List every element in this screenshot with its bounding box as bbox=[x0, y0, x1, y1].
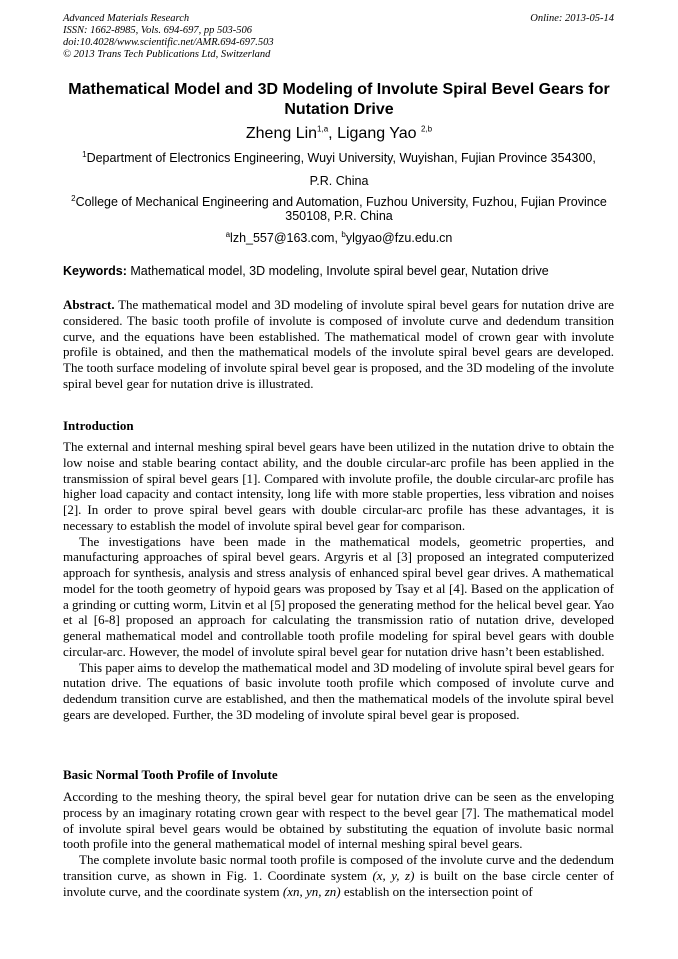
paragraph: The external and internal meshing spiral bevel gears have been utilized in the nutation drive to obtain the low noise and stable bearing contact ability, and the double circular-arc profile has been applied in the transmission of spiral bevel gears [1]. Compared with involute profile, the double circular-arc profile has higher load capacity and contact intensity, long life with more stable properties, less vibration and noises [2]. In order to prove spiral bevel gears with double circular-arc profile has these advantages, it is necessary to establish the model of involute spiral bevel gear for comparison. bbox=[63, 439, 614, 533]
author-1: Zheng Lin bbox=[245, 125, 318, 142]
paragraph: The investigations have been made in the mathematical models, geometric properties, and manufacturing approaches of spiral bevel gears. Argyris et al [3] proposed an integrated computerized approach for synthesis, analysis and stress analysis of enhanced spiral bevel gear drives. A mathematical model for the tooth geometry of hypoid gears was proposed by Tsay et al [4]. Based on the application of a grinding or cutting worm, Litvin et al [5] proposed the generating method for the helical bevel gear. Yao et al [6-8] proposed an approach for calculating the transmission ratio of nutation drive, developed general mathematical model and controllable tooth profile modeling for spiral bevel gears with double circular-arc. However, the model of involute spiral bevel gear for nutation drive hasn’t been established. bbox=[63, 533, 614, 659]
author-2: Ligang Yao bbox=[337, 125, 421, 142]
journal-header bbox=[63, 13, 274, 61]
text: The complete involute basic normal tooth profile is composed of the involute curve and the dedendum transition curve, as shown in Fig. 1. Coordinate system bbox=[63, 852, 614, 883]
paragraph bbox=[63, 852, 614, 899]
text: establish on the intersection point of bbox=[340, 883, 533, 899]
aff1-sup: 1 bbox=[82, 149, 87, 159]
copyright: © 2013 Trans Tech Publications Ltd, Switzerland bbox=[63, 49, 271, 60]
section-heading-introduction: Introduction bbox=[63, 418, 134, 433]
abstract bbox=[63, 297, 614, 392]
paragraph: This paper aims to develop the mathematical model and 3D modeling of involute spiral bevel gears for nutation drive. The equations of basic involute tooth profile which composed of involute curve and dedendum transition curve are established, and then the mathematical models of the involute spiral bevel gears are developed. Further, the 3D modeling of involute spiral bevel gear is proposed. bbox=[63, 659, 615, 722]
affiliation-2 bbox=[60, 195, 618, 223]
issn: ISSN: 1662-8985, Vols. 694-697, pp 503-506 bbox=[63, 25, 252, 36]
keywords-text: Mathematical model, 3D modeling, Involute spiral bevel gear, Nutation drive bbox=[126, 264, 549, 278]
aff1-line1: Department of Electronics Engineering, Wuyi University, Wuyishan, Fujian Province 354300, bbox=[86, 151, 596, 165]
email-b[interactable]: ylgyao@fzu.edu.cn bbox=[345, 231, 453, 245]
abstract-text: The mathematical model and 3D modeling of involute spiral bevel gears for nutation drive are considered. The basic tooth profile of involute is composed of involute curve and dedendum transition curve, and the equations have been established. The mathematical model of crown gear with involute profile is obtained, and then the mathematical models of the involute spiral bevel gears are developed. The tooth surface modeling of involute spiral bevel gear is proposed, and the 3D modeling of the involute spiral bevel gear for nutation drive is illustrated. bbox=[63, 297, 614, 391]
math-coordinate-system-n: (xn, yn, zn) bbox=[282, 883, 341, 899]
author-separator: , bbox=[328, 125, 338, 142]
paragraph: According to the meshing theory, the spiral bevel gear for nutation drive can be seen as the enveloping process by an imaginary rotating crown gear with respect to the bevel gear [7]. The mathematical model of involute spiral bevel gears would be obtained by substituting the equation of involute basic normal tooth profile into the general mathematical model of internal meshing spiral bevel gears. bbox=[63, 789, 614, 852]
online-date: Online: 2013-05-14 bbox=[530, 13, 614, 24]
aff2-sup: 2 bbox=[71, 193, 76, 203]
text: is built on the base circle center of involute curve, and the coordinate system bbox=[63, 867, 614, 899]
introduction-body bbox=[63, 439, 614, 723]
math-coordinate-system: (x, y, z) bbox=[372, 867, 415, 883]
keywords bbox=[63, 264, 549, 279]
emails bbox=[40, 231, 638, 245]
basic-profile-body bbox=[63, 789, 614, 899]
section-heading-basic-profile: Basic Normal Tooth Profile of Involute bbox=[63, 767, 278, 782]
authors bbox=[0, 124, 678, 144]
author-2-sup: 2,b bbox=[421, 124, 433, 134]
author-1-sup: 1,a bbox=[317, 124, 329, 134]
doi: doi:10.4028/www.scientific.net/AMR.694-697.503 bbox=[63, 37, 274, 48]
email-a[interactable]: lzh_557@163.com, bbox=[230, 231, 342, 245]
affiliation-1-country: P.R. China bbox=[309, 174, 369, 188]
journal-name: Advanced Materials Research bbox=[63, 13, 190, 24]
abstract-label: Abstract. bbox=[63, 297, 115, 312]
email-b-sup: b bbox=[341, 229, 346, 239]
affiliation-1 bbox=[40, 151, 638, 165]
aff2-text: College of Mechanical Engineering and Automation, Fuzhou University, Fuzhou, Fujian Province 350108, P.R. China bbox=[75, 195, 607, 223]
keywords-label: Keywords: bbox=[63, 264, 127, 278]
email-a-sup: a bbox=[225, 229, 231, 239]
paper-title: Mathematical Model and 3D Modeling of Involute Spiral Bevel Gears for Nutation Drive bbox=[68, 81, 610, 118]
